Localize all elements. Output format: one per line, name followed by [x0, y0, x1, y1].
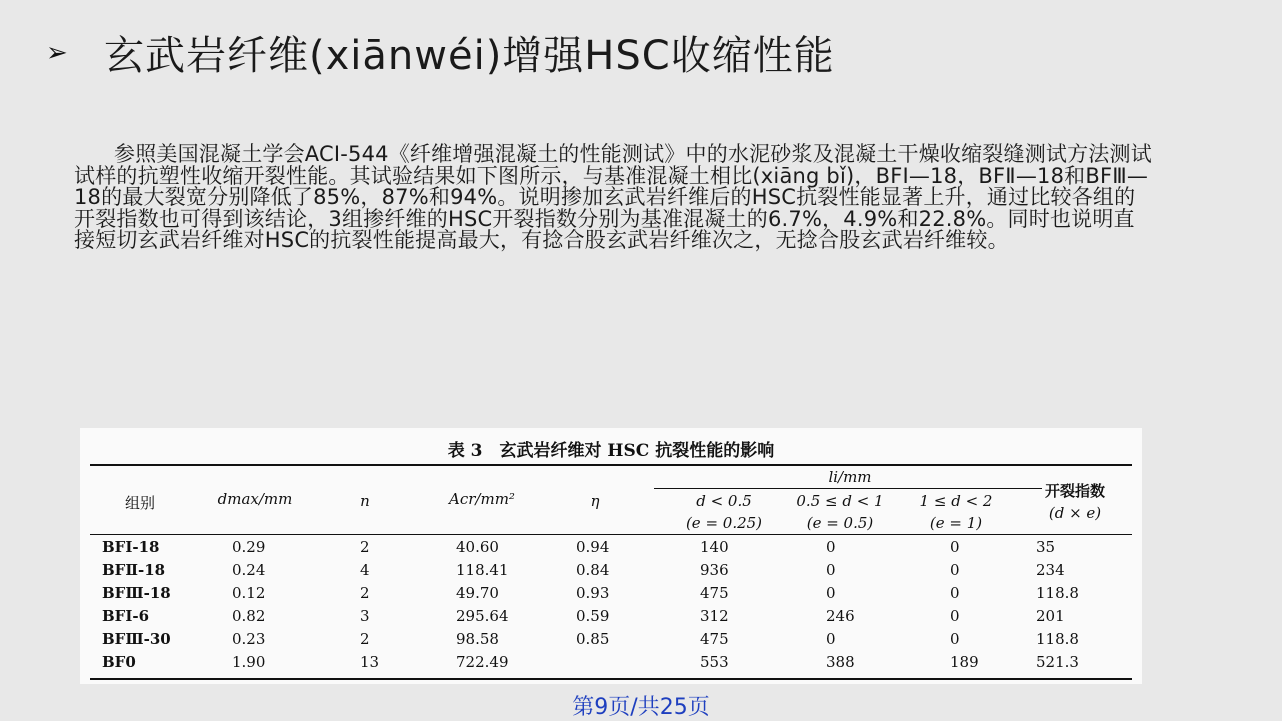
cell-c3: 0	[950, 630, 960, 648]
page-title: 玄武岩纤维(xiānwéi)增强HSC收缩性能	[104, 33, 835, 79]
bullet-arrow-icon: ➢	[46, 37, 68, 68]
cell-c3: 0	[950, 607, 960, 625]
cell-group: BFⅠ-6	[102, 607, 150, 625]
cell-acr: 49.70	[456, 584, 499, 602]
cell-c1: 140	[700, 538, 729, 556]
cell-group: BFⅢ-18	[102, 584, 171, 602]
header-c1a: d < 0.5	[696, 492, 752, 510]
cell-crack-index: 234	[1036, 561, 1065, 579]
cell-crack-index: 521.3	[1036, 653, 1079, 671]
cell-group: BFⅡ-18	[102, 561, 166, 579]
cell-acr: 295.64	[456, 607, 509, 625]
header-c2b: (e = 0.5)	[806, 514, 874, 532]
header-crack-index: 开裂指数	[1044, 482, 1105, 500]
cell-c1: 475	[700, 630, 729, 648]
table-rule-sub	[654, 488, 1042, 489]
cell-eta: 0.59	[576, 607, 610, 625]
cell-dmax: 0.82	[232, 607, 266, 625]
page-counter: 第9页/共25页	[572, 695, 710, 720]
header-c2a: 0.5 ≤ d < 1	[796, 492, 884, 510]
header-c3b: (e = 1)	[929, 514, 983, 532]
table-row	[80, 630, 1142, 653]
table-figure	[80, 428, 1142, 684]
cell-group: BF0	[102, 653, 136, 671]
header-n: n	[360, 492, 370, 510]
header-c1b: (e = 0.25)	[685, 514, 763, 532]
cell-acr: 40.60	[456, 538, 499, 556]
header-crack-index-formula: (d × e)	[1048, 504, 1102, 522]
cell-eta: 0.93	[576, 584, 610, 602]
cell-acr: 118.41	[456, 561, 509, 579]
cell-group: BFⅠ-18	[102, 538, 160, 556]
cell-eta: 0.94	[576, 538, 610, 556]
table-row	[80, 653, 1142, 676]
table-row	[80, 607, 1142, 630]
cell-dmax: 0.29	[232, 538, 266, 556]
cell-c1: 936	[700, 561, 729, 579]
cell-c1: 475	[700, 584, 729, 602]
cell-c2: 0	[826, 584, 836, 602]
cell-crack-index: 118.8	[1036, 630, 1079, 648]
body-paragraph: 参照美国混凝土学会ACI-544《纤维增强混凝土的性能测试》中的水泥砂浆及混凝土干燥收缩裂缝测试方法测试试样的抗塑性收缩开裂性能。其试验结果如下图所示，与基准混凝土相比(xiāng bǐ)，BFⅠ—18，BFⅡ—18和BFⅢ—18的最大裂宽分别降低了85%，87%和94%。说明掺加玄武岩纤维后的HSC抗裂性能显著上升，通过比较各组的开裂指数也可得到该结论，3组掺纤维的HSC开裂指数分别为基准混凝土的6.7%，4.9%和22.8%。同时也说明直接短切玄武岩纤维对HSC的抗裂性能提高最大，有捻合股玄武岩纤维次之，无捻合股玄武岩纤维较。	[74, 142, 1152, 252]
cell-n: 4	[360, 561, 370, 579]
cell-c2: 0	[826, 630, 836, 648]
cell-c1: 553	[700, 653, 729, 671]
cell-dmax: 0.24	[232, 561, 266, 579]
cell-c2: 246	[826, 607, 855, 625]
cell-group: BFⅢ-30	[102, 630, 171, 648]
cell-n: 2	[360, 584, 370, 602]
cell-acr: 722.49	[456, 653, 509, 671]
cell-eta: 0.85	[576, 630, 610, 648]
table-caption: 表 3 玄武岩纤维对 HSC 抗裂性能的影响	[447, 441, 775, 461]
header-eta: η	[590, 492, 600, 510]
table-rule-top	[90, 464, 1132, 466]
cell-crack-index: 35	[1036, 538, 1056, 556]
header-acr: Acr/mm²	[449, 490, 515, 508]
table-row	[80, 561, 1142, 584]
cell-n: 2	[360, 538, 370, 556]
cell-c3: 0	[950, 561, 960, 579]
cell-c2: 388	[826, 653, 855, 671]
cell-acr: 98.58	[456, 630, 499, 648]
header-group: 组别	[124, 494, 155, 512]
slide-title	[46, 24, 835, 81]
table-row	[80, 584, 1142, 607]
cell-eta: 0.84	[576, 561, 610, 579]
cell-crack-index: 118.8	[1036, 584, 1079, 602]
header-dmax: dmax/mm	[217, 490, 293, 508]
table-rule-mid	[90, 534, 1132, 535]
cell-crack-index: 201	[1036, 607, 1065, 625]
header-li: li/mm	[828, 468, 872, 486]
cell-dmax: 0.23	[232, 630, 266, 648]
cell-n: 13	[360, 653, 380, 671]
header-c3a: 1 ≤ d < 2	[919, 492, 993, 510]
cell-c2: 0	[826, 538, 836, 556]
cell-n: 2	[360, 630, 370, 648]
cell-c3: 189	[950, 653, 979, 671]
cell-c3: 0	[950, 538, 960, 556]
cell-c1: 312	[700, 607, 729, 625]
cell-n: 3	[360, 607, 370, 625]
table-rule-bottom	[90, 678, 1132, 680]
cell-c2: 0	[826, 561, 836, 579]
cell-dmax: 0.12	[232, 584, 266, 602]
table-row	[80, 538, 1142, 561]
cell-dmax: 1.90	[232, 653, 266, 671]
cell-c3: 0	[950, 584, 960, 602]
